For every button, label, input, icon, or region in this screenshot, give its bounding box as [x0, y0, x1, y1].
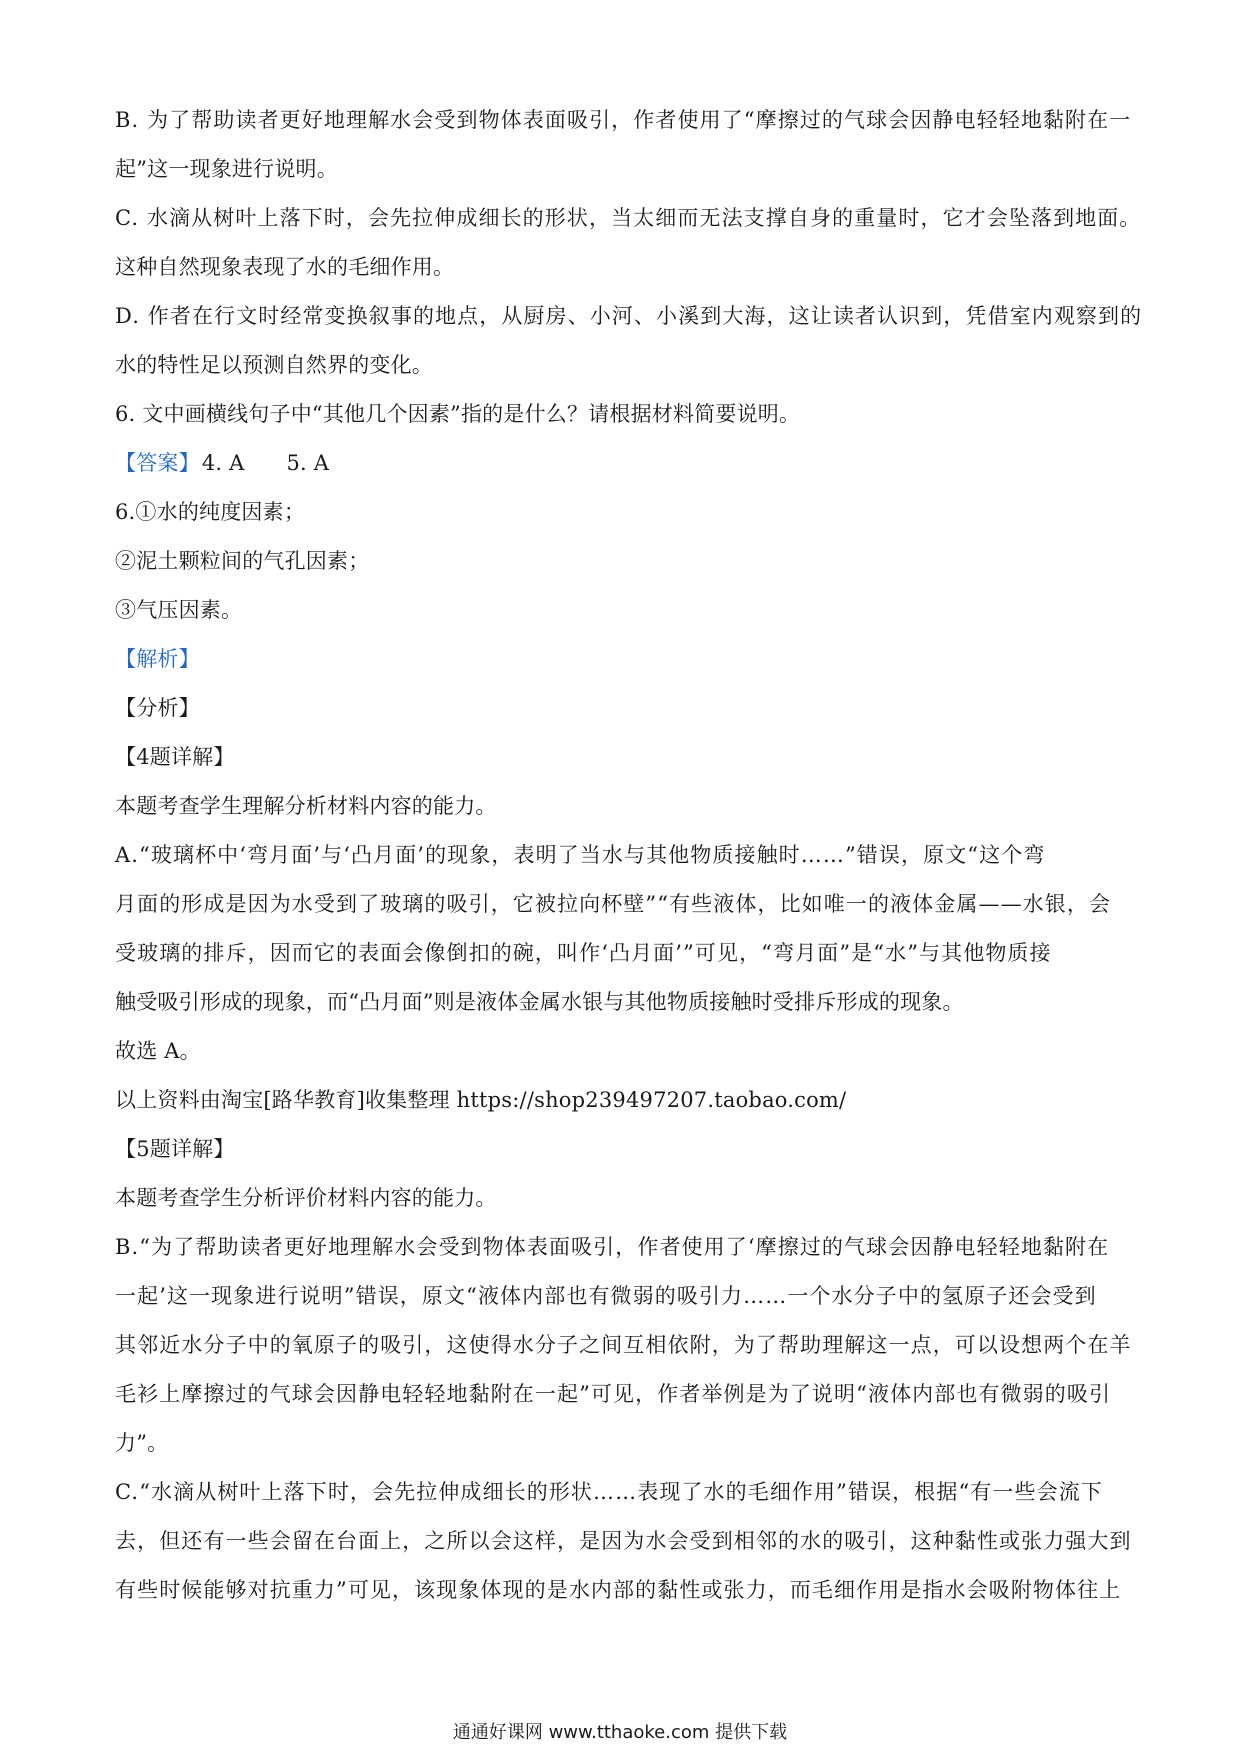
q5-detail-tag: 【5题详解】	[115, 1137, 235, 1161]
q5-line-8: 去，但还有一些会留在台面上，之所以会这样，是因为水会受到相邻的水的吸引，这种黏性或张力强大到	[115, 1529, 1132, 1553]
q5-line-4: 其邻近水分子中的氧原子的吸引，这使得水分子之间互相依附，为了帮助理解这一点，可以设想两个在羊	[115, 1333, 1132, 1357]
option-b-line-1: B. 为了帮助读者更好地理解水会受到物体表面吸引，作者使用了“摩擦过的气球会因静电轻轻地黏附在一	[115, 108, 1132, 132]
option-c-line-1: C. 水滴从树叶上落下时，会先拉伸成细长的形状，当太细而无法支撑自身的重量时，它才会坠落到地面。	[115, 206, 1142, 230]
q4-line-2: A.“玻璃杯中‘弯月面’与‘凸月面’的现象，表明了当水与其他物质接触时……”错误，原文“这个弯	[115, 843, 1046, 867]
document-body	[115, 96, 1143, 1615]
fenxi-tag: 【分析】	[115, 696, 200, 720]
option-d-line-1: D. 作者在行文时经常变换叙事的地点，从厨房、小河、小溪到大海，这让读者认识到，凭借室内观察到的	[115, 304, 1143, 328]
q5-line-2: B.“为了帮助读者更好地理解水会受到物体表面吸引，作者使用了‘摩擦过的气球会因静电轻轻地黏附在	[115, 1235, 1110, 1259]
q4-line-7: 以上资料由淘宝[路华教育]收集整理 https://shop239497207.taobao.com/	[115, 1088, 847, 1112]
q4-line-4: 受玻璃的排斥，因而它的表面会像倒扣的碗，叫作‘凸月面’”可见，“弯月面”是“水”与其他物质接	[115, 941, 1052, 965]
analysis-tag: 【解析】	[115, 647, 200, 671]
answer-4: 4. A	[201, 451, 245, 475]
q5-line-1: 本题考查学生分析评价材料内容的能力。	[115, 1186, 497, 1210]
answer-6-item-1: 6.①水的纯度因素；	[115, 500, 306, 524]
q4-line-1: 本题考查学生理解分析材料内容的能力。	[115, 794, 497, 818]
q4-detail-tag: 【4题详解】	[115, 745, 235, 769]
q4-line-6: 故选 A。	[115, 1039, 201, 1063]
answer-6-item-3: ③气压因素。	[115, 598, 243, 622]
option-b-line-2: 起”这一现象进行说明。	[115, 157, 338, 181]
answer-6-item-2: ②泥土颗粒间的气孔因素；	[115, 549, 370, 573]
q4-line-5: 触受吸引形成的现象，而“凸月面”则是液体金属水银与其他物质接触时受排斥形成的现象。	[115, 990, 964, 1014]
q5-line-7: C.“水滴从树叶上落下时，会先拉伸成细长的形状……表现了水的毛细作用”错误，根据“有一些会流下	[115, 1480, 1103, 1504]
q5-line-9: 有些时候能够对抗重力”可见，该现象体现的是水内部的黏性或张力，而毛细作用是指水会吸附物体往上	[115, 1578, 1122, 1602]
page-footer: 通通好课网 www.tthaoke.com 提供下载	[452, 1722, 788, 1743]
q4-line-3: 月面的形成是因为水受到了玻璃的吸引，它被拉向杯壁”“有些液体，比如唯一的液体金属——水银，会	[115, 892, 1112, 916]
question-6: 6. 文中画横线句子中“其他几个因素”指的是什么？请根据材料简要说明。	[115, 402, 801, 426]
q5-line-5: 毛衫上摩擦过的气球会因静电轻轻地黏附在一起”可见，作者举例是为了说明“液体内部也有微弱的吸引	[115, 1382, 1112, 1406]
q5-line-3: 一起’这一现象进行说明”错误，原文“液体内部也有微弱的吸引力……一个水分子中的氢原子还会受到	[115, 1284, 1097, 1308]
answer-tag: 【答案】	[115, 451, 200, 475]
option-c-line-2: 这种自然现象表现了水的毛细作用。	[115, 255, 455, 279]
answer-5: 5. A	[286, 451, 330, 475]
q5-line-6: 力”。	[115, 1431, 169, 1455]
option-d-line-2: 水的特性足以预测自然界的变化。	[115, 353, 433, 377]
answer-line	[115, 439, 1135, 488]
